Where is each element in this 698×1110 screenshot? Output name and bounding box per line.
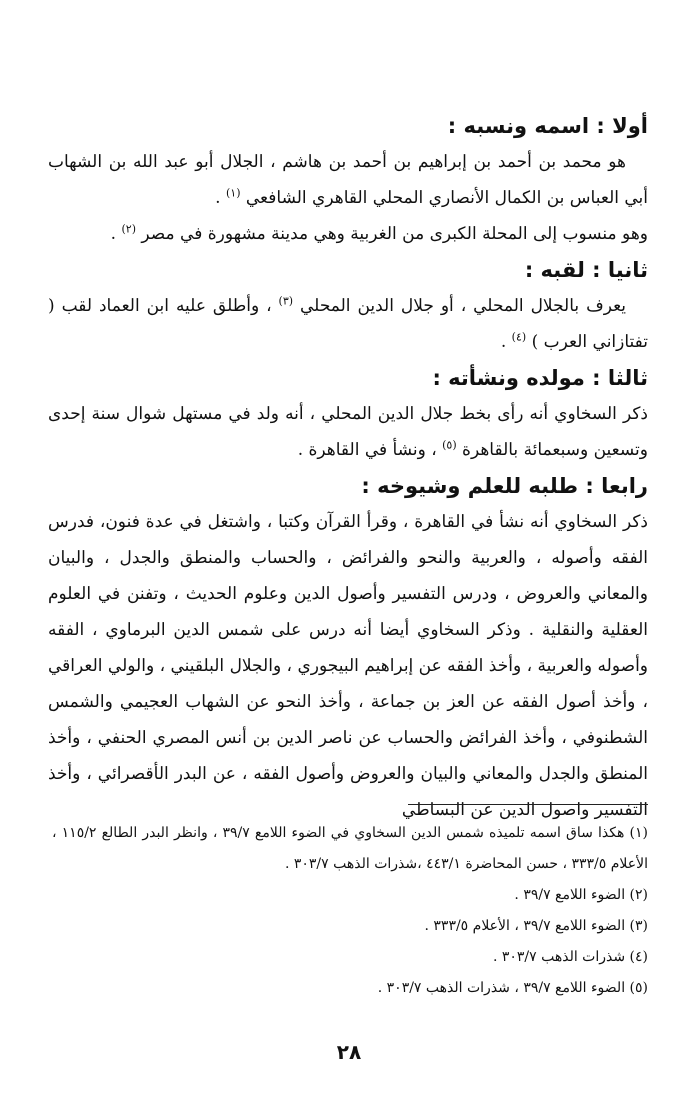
footnote-separator	[408, 804, 648, 805]
footnote-ref-1[interactable]: (١)	[225, 186, 241, 200]
footnotes	[52, 818, 648, 1004]
section-heading-name: أولا : اسمه ونسبه :	[447, 114, 648, 138]
footnote-ref-5[interactable]: (٥)	[442, 438, 457, 452]
section-heading-studies: رابعا : طلبه للعلم وشيوخه :	[361, 474, 648, 498]
footnote-4: (٤) شذرات الذهب ٣٠٣/٧ .	[492, 949, 648, 965]
section-heading-birth: ثالثا : مولده ونشأته :	[432, 366, 648, 390]
footnote-3: (٣) الضوء اللامع ٣٩/٧ ، الأعلام ٣٣٣/٥ .	[424, 918, 648, 934]
footnote-2: (٢) الضوء اللامع ٣٩/٧ .	[514, 887, 648, 903]
section-heading-title: ثانيا : لقبه :	[524, 258, 648, 282]
footnote-ref-3[interactable]: (٣)	[278, 294, 294, 308]
footnote-5: (٥) الضوء اللامع ٣٩/٧ ، شذرات الذهب ٣٠٣/٧ .	[377, 980, 648, 996]
paragraph-birth: ذكر السخاوي أنه رأى بخط جلال الدين المحلي ، أنه ولد في مستهل شوال سنة إحدى وتسعين وسبعمائة بالقاهرة $^{(٥)}$ ، ونشأ في القاهرة .	[48, 404, 648, 460]
paragraph-origin: وهو منسوب إلى المحلة الكبرى من الغربية وهي مدينة مشهورة في مصر $^{(٢)}$ .	[110, 222, 648, 244]
paragraph-title: يعرف بالجلال المحلي ، أو جلال الدين المحلي $^{(٣)}$ ، وأطلق عليه ابن العماد لقب ( تفتازاني العرب ) $^{(٤)}$ .	[48, 294, 648, 352]
paragraph-studies: ذكر السخاوي أنه نشأ في القاهرة ، وقرأ القرآن وكتبا ، واشتغل في عدة فنون، فدرس الفقه وأصوله ، والعربية والنحو والفرائض ، والحساب والمنطق والجدل ، والبيان والمعاني والعروض ، ودرس التفسير وأصول الدين وعلوم الحديث ، وتفنن في العلوم العقلية والنقلية . وذكر السخاوي أيضا أنه درس على شمس الدين البرماوي ، الفقه وأصوله والعربية ، وأخذ الفقه عن إبراهيم البيجوري ، والجلال البلقيني ، والولي العراقي ، وأخذ أصول الفقه عن العز بن جماعة ، وأخذ النحو عن الشهاب العجيمي والشمس الشطنوفي ، وأخذ الفرائض والحساب عن ناصر الدين بن أنس المصري الحنفي ، وأخذ المنطق والجدل والمعاني والبيان والعروض وأصول الفقه ، عن البدر الأقصرائي ، وأخذ التفسير واصول الدين عن البساطي	[48, 512, 648, 820]
footnote-ref-4[interactable]: (٤)	[511, 330, 527, 344]
paragraph-name-lineage: هو محمد بن أحمد بن إبراهيم بن أحمد بن هاشم ، الجلال أبو عبد الله بن الشهاب أبي العباس بن الكمال الأنصاري المحلي القاهري الشافعي $^{(١)}$ .	[48, 152, 648, 208]
footnote-ref-2[interactable]: (٢)	[121, 222, 136, 236]
footnote-1: (١) هكذا ساق اسمه تلميذه شمس الدين السخاوي في الضوء اللامع ٣٩/٧ ، وانظر البدر الطالع ١١٥/٢ ، الأعلام ٣٣٣/٥ ، حسن المحاضرة ٤٤٣/١ ،شذرات الذهب ٣٠٣/٧ .	[52, 825, 648, 872]
page-number: ٢٨	[336, 1040, 362, 1064]
